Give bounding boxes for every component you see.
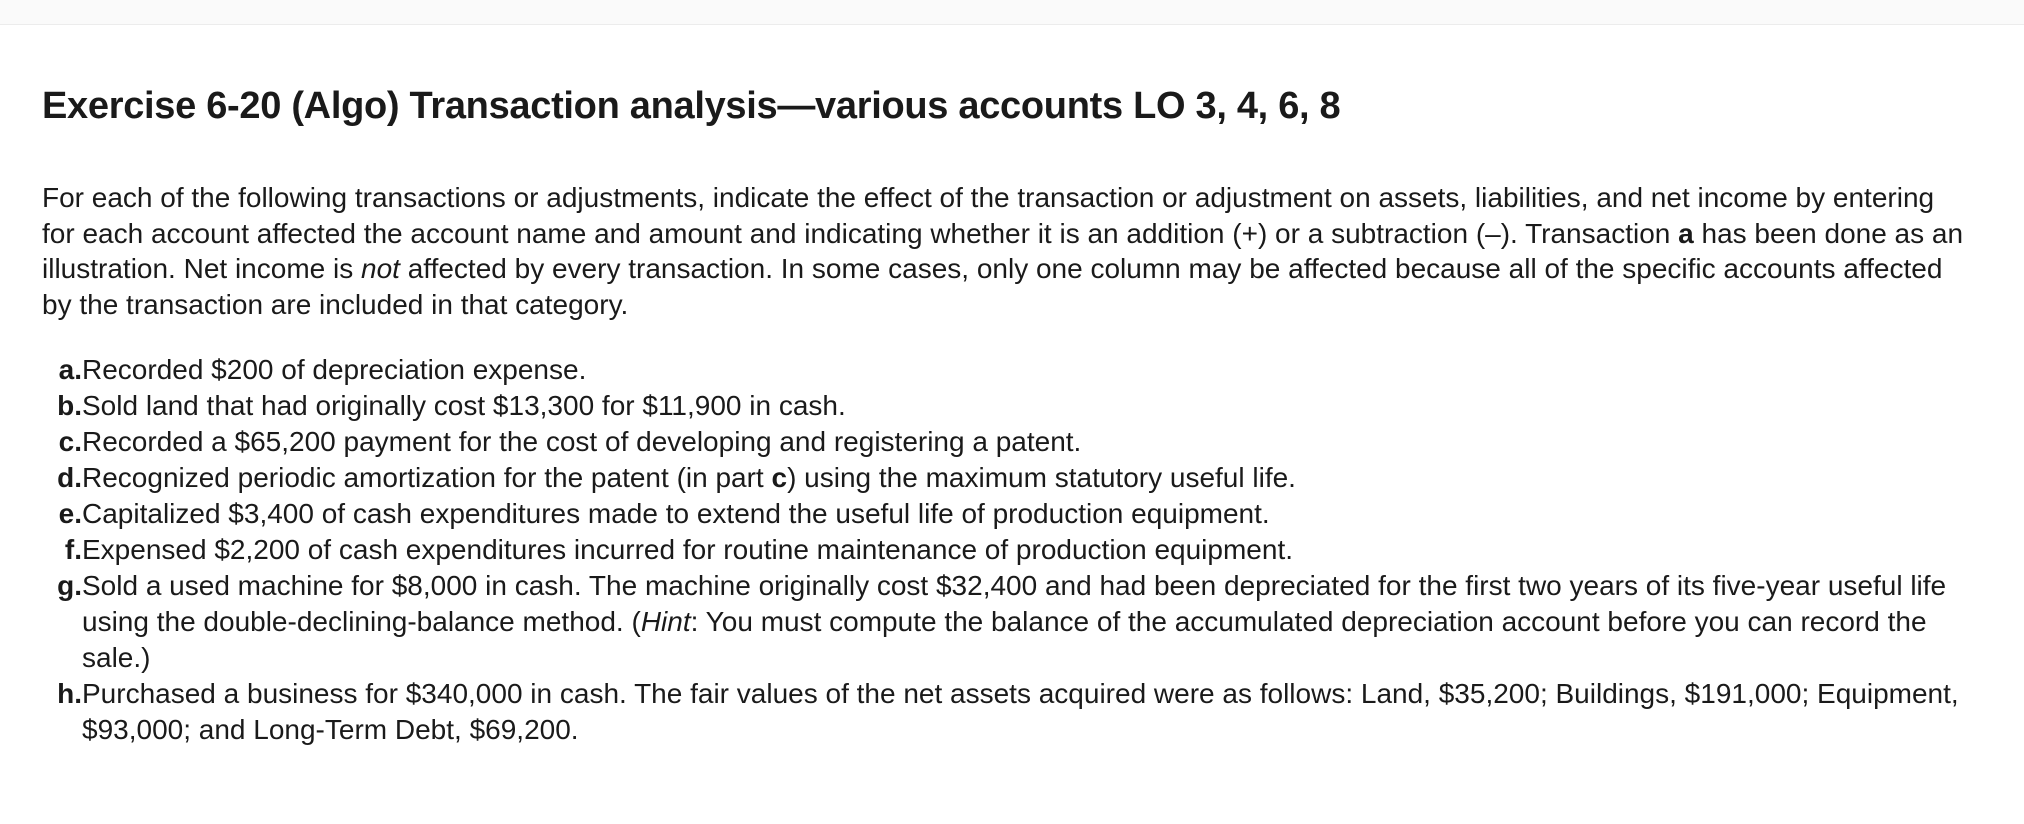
transaction-item-h <box>42 676 1992 748</box>
exercise-title: Exercise 6-20 (Algo) Transaction analysis—various accounts LO 3, 4, 6, 8 <box>42 85 1341 127</box>
item-text: Recorded a $65,200 payment for the cost of developing and registering a patent. <box>82 426 1082 457</box>
transaction-item-a <box>42 352 1992 388</box>
transaction-list <box>42 352 1992 748</box>
transaction-item-d <box>42 460 1992 496</box>
instructions-paragraph <box>42 180 1972 322</box>
item-bold-c: c <box>771 462 788 493</box>
transaction-item-g <box>42 568 1992 676</box>
item-text-before: Recognized periodic amortization for the patent (in part <box>82 462 772 493</box>
top-toolbar-strip <box>0 0 2024 25</box>
item-text: Expensed $2,200 of cash expenditures incurred for routine maintenance of production equipment. <box>82 534 1293 565</box>
item-letter: a. <box>58 354 82 385</box>
item-text-after: : You must compute the balance of the accumulated depreciation account before you can record the sale.) <box>82 606 1927 673</box>
item-letter: b. <box>57 390 82 421</box>
item-letter: e. <box>58 498 82 529</box>
instructions-text-1: For each of the following transactions or adjustments, indicate the effect of the transaction or adjustment on assets, liabilities, and net income by entering for each account affected the account name and amount and indicating whether it is an addition (+) or a subtraction (–). Transaction <box>42 182 1935 249</box>
instructions-bold-a: a <box>1678 217 1694 249</box>
item-italic-hint: Hint <box>640 606 691 637</box>
item-text <box>82 460 1972 496</box>
item-text-after: ) using the maximum statutory useful life. <box>787 462 1296 493</box>
item-text: Purchased a business for $340,000 in cash. The fair values of the net assets acquired were as follows: Land, $35,200; Buildings, $191,000; Equipment, $93,000; and Long-Term Debt, $69,200. <box>82 678 1959 745</box>
item-letter: f. <box>64 534 82 565</box>
item-text <box>82 568 1972 676</box>
transaction-item-c <box>42 424 1992 460</box>
item-text-before: Sold a used machine for $8,000 in cash. The machine originally cost $32,400 and had been depreciated for the first two years of its five-year useful life using the double-declining-balance method. ( <box>82 570 1947 637</box>
item-text: Sold land that had originally cost $13,300 for $11,900 in cash. <box>82 390 846 421</box>
exercise-content <box>42 80 1992 748</box>
item-text: Capitalized $3,400 of cash expenditures made to extend the useful life of production equipment. <box>82 498 1270 529</box>
transaction-item-b <box>42 388 1992 424</box>
item-letter: d. <box>57 462 82 493</box>
transaction-item-f <box>42 532 1992 568</box>
instructions-text-3: affected by every transaction. In some cases, only one column may be affected because all of the specific accounts affected by the transaction are included in that category. <box>42 253 1943 320</box>
instructions-italic-not: not <box>361 253 400 284</box>
item-text: Recorded $200 of depreciation expense. <box>82 354 587 385</box>
item-letter: c. <box>58 426 82 457</box>
item-letter: h. <box>57 678 82 709</box>
instructions-text-2: has been done as an illustration. Net income is <box>42 217 1964 284</box>
item-letter: g. <box>57 570 82 601</box>
transaction-item-e <box>42 496 1992 532</box>
